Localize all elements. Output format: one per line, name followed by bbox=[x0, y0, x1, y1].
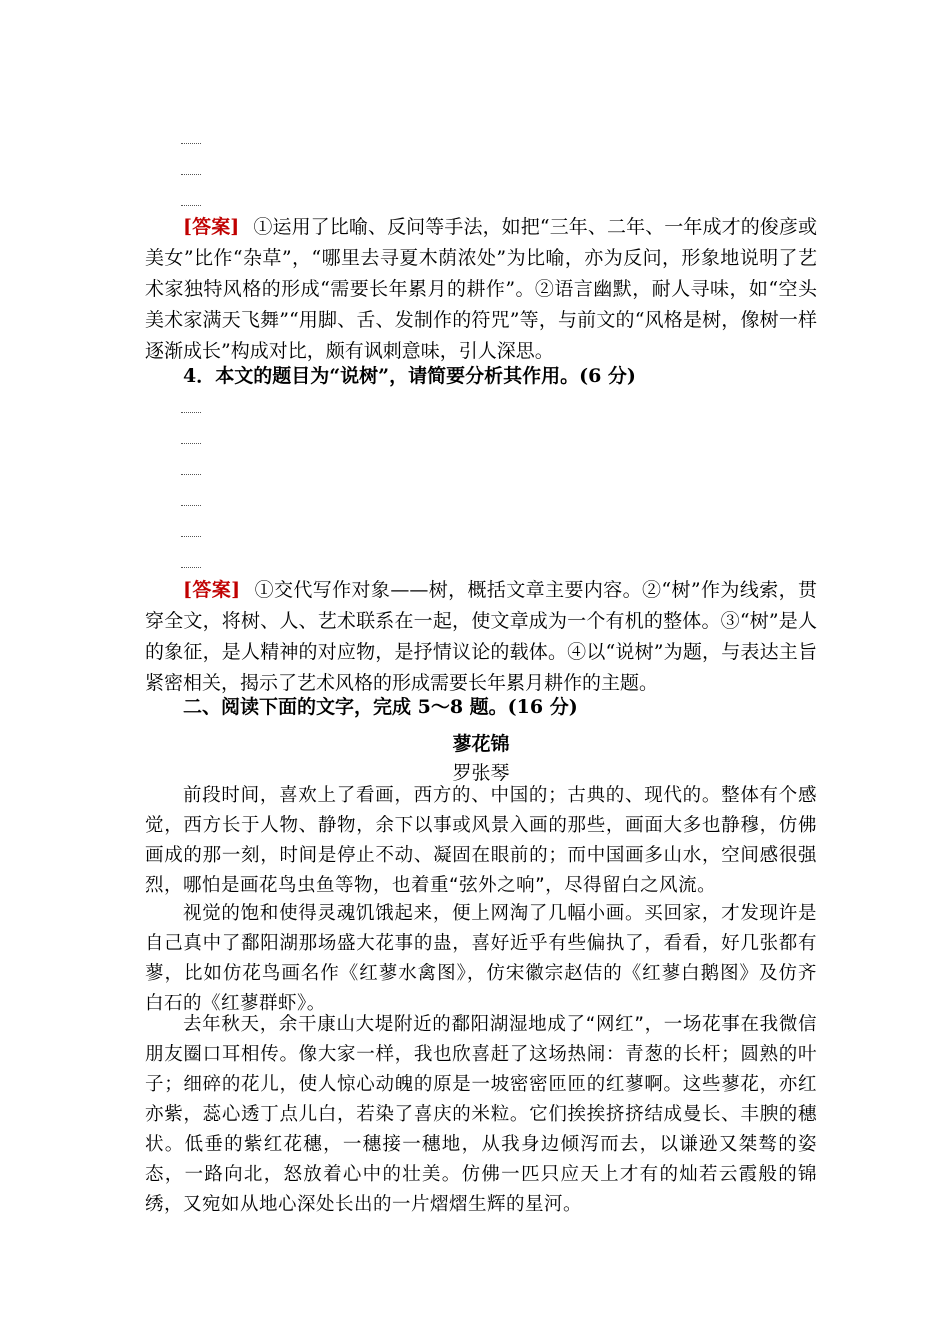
question-4: 4．本文的题目为“说树”，请简要分析其作用。(6 分) bbox=[183, 365, 636, 387]
answer-blank-line[interactable] bbox=[181, 412, 201, 413]
answer-blank-line[interactable] bbox=[181, 143, 201, 144]
essay-paragraph-3: 去年秋天，余干康山大堤附近的鄱阳湖湿地成了“网红”，一场花事在我微信朋友圈口耳相传。像大家一样，我也欣喜赶了这场热闹：青葱的长杆；圆熟的叶子；细碎的花儿，使人惊心动魄的原是一坡密密匝匝的红蓼啊。这些蓼花，亦红亦紫，蕊心透丁点儿白，若染了喜庆的米粒。它们挨挨挤挤结成曼长、丰腴的穗状。低垂的紫红花穗，一穗接一穗地，从我身边倾泻而去，以谦逊又桀骜的姿态，一路向北，怒放着心中的壮美。仿佛一匹只应天上才有的灿若云霞般的锦绣，又宛如从地心深处长出的一片熠熠生辉的星河。 bbox=[145, 1014, 817, 1215]
answer-label: [答案] bbox=[183, 579, 241, 601]
answer-3-text: ①运用了比喻、反问等手法，如把“三年、二年、一年成才的俊彦或美女”比作“杂草”，“哪里去寻夏木荫浓处”为比喻，亦为反问，形象地说明了艺术家独特风格的形成“需要长年累月的耕作”。②语言幽默，耐人寻味，如“空头美术家满天飞舞”“用脚、舌、发制作的符咒”等，与前文的“风格是树，像树一样逐渐成长”构成对比，颇有讽刺意味，引人深思。 bbox=[145, 216, 817, 362]
answer-blank-line[interactable] bbox=[181, 567, 201, 568]
essay-paragraph-2: 视觉的饱和使得灵魂饥饿起来，便上网淘了几幅小画。买回家，才发现许是自己真中了鄱阳湖那场盛大花事的蛊，喜好近乎有些偏执了，看看，好几张都有蓼，比如仿花鸟画名作《红蓼水禽图》，仿宋徽宗赵佶的《红蓼白鹅图》及仿齐白石的《红蓼群虾》。 bbox=[145, 903, 817, 1014]
section-2-heading: 二、阅读下面的文字，完成 5～8 题。(16 分) bbox=[183, 696, 578, 718]
answer-blank-line[interactable] bbox=[181, 536, 201, 537]
answer-blank-line[interactable] bbox=[181, 505, 201, 506]
answer-4 bbox=[145, 575, 817, 699]
answer-blank-line[interactable] bbox=[181, 205, 201, 206]
essay-title: 蓼花锦 bbox=[452, 733, 510, 755]
answer-blank-line[interactable] bbox=[181, 443, 201, 444]
answer-4-text: ①交代写作对象——树，概括文章主要内容。②“树”作为线索，贯穿全文，将树、人、艺术联系在一起，使文章成为一个有机的整体。③“树”是人的象征，是人精神的对应物，是抒情议论的载体。④以“说树”为题，与表达主旨紧密相关，揭示了艺术风格的形成需要长年累月耕作的主题。 bbox=[145, 579, 817, 694]
essay-paragraph-1: 前段时间，喜欢上了看画，西方的、中国的；古典的、现代的。整体有个感觉，西方长于人物、静物，余下以事或风景入画的那些，画面大多也静穆，仿佛画成的那一刻，时间是停止不动、凝固在眼前的；而中国画多山水，空间感很强烈，哪怕是画花鸟虫鱼等物，也着重“弦外之响”，尽得留白之风流。 bbox=[145, 785, 817, 896]
answer-blank-line[interactable] bbox=[181, 474, 201, 475]
answer-label: [答案] bbox=[183, 216, 240, 238]
answer-blank-line[interactable] bbox=[181, 174, 201, 175]
answer-3 bbox=[145, 212, 817, 367]
essay-author: 罗张琴 bbox=[452, 762, 510, 784]
